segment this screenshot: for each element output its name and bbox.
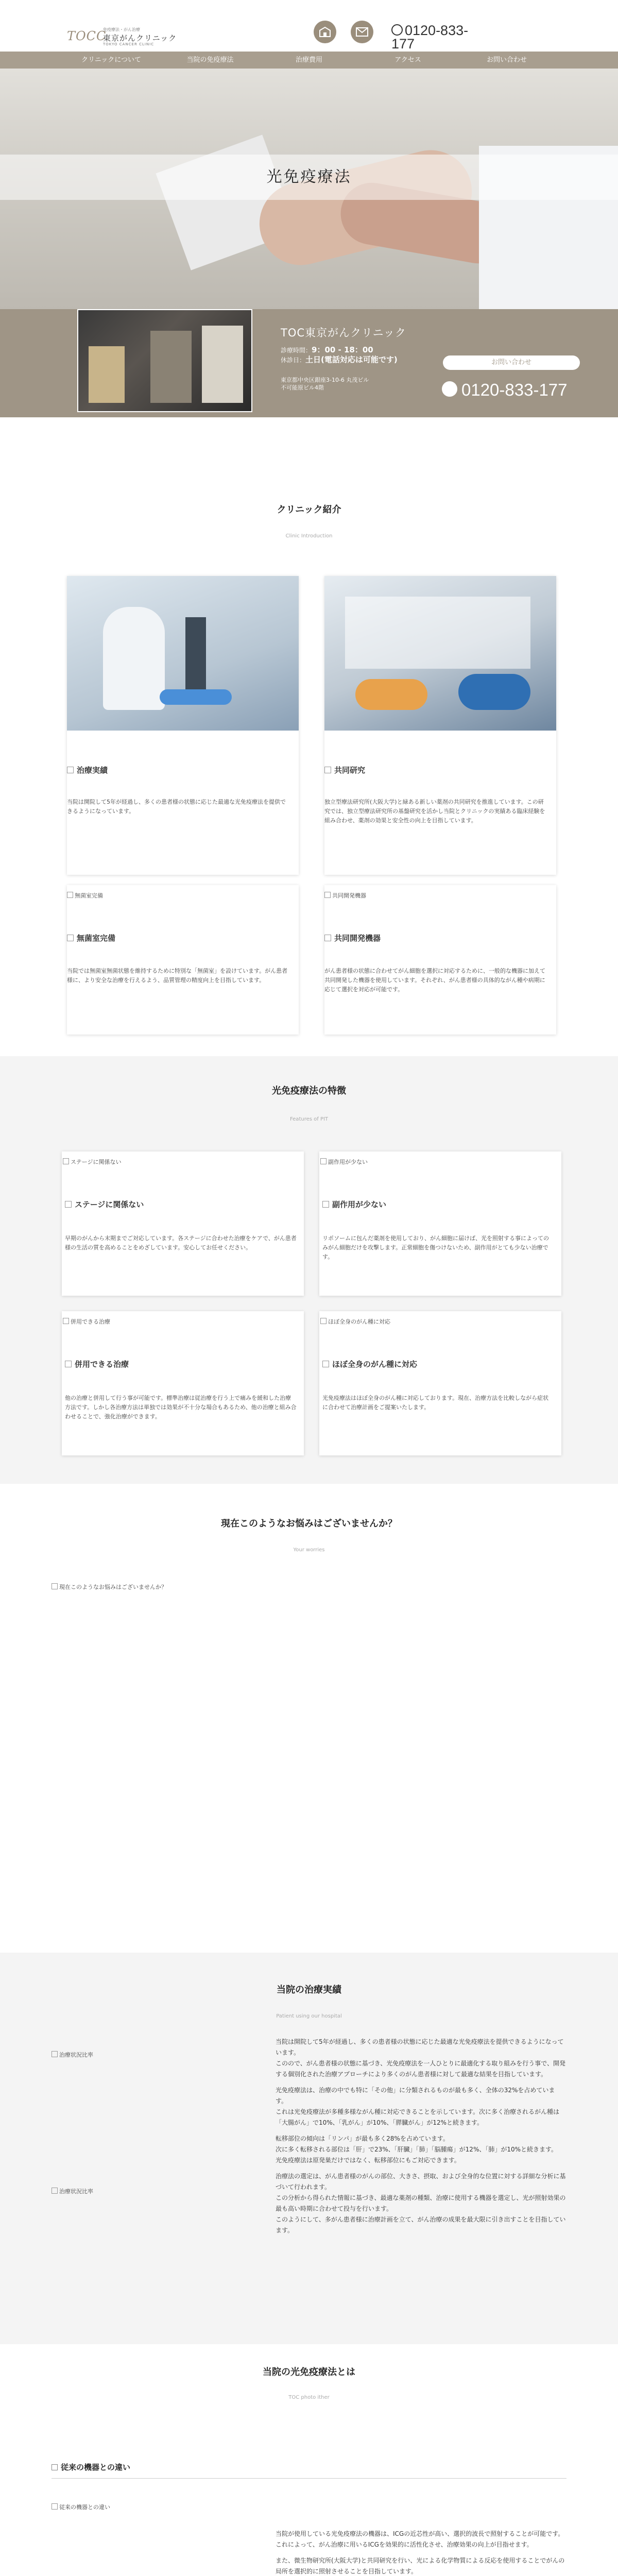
research-photo [324,576,556,731]
clinic-hours [281,345,398,365]
card-title: ほぼ全身のがん種に対応 [322,1359,417,1369]
logo-name: 東京がんクリニック [103,33,177,43]
subsection-paragraph: また、微生物研究所(大阪大学)と共同研究を行い、光による化学物質による反応を使用することでがんの局所を選択的に照射させることを目指しています。 [276,2557,565,2575]
intro-card-research [324,576,556,875]
card-text: 他の治療と併用して行う事が可能です。標準治療は従治療を行う上で痛みを緩和した治療方法です。しかし各治療方法は単独では効果が不十分な場合もあるため、他の治療と組み合わせることで、強化治療ができます。 [65,1395,297,1420]
clinic-icon[interactable] [314,21,336,43]
results-paragraph: このので、がん患者様の状態に基づき、光免疫療法を一人ひとりに最適化する取り組みを行う事で、開発する個別化された治療アプローチにより多くのがん患者様に対して最適な結果を目指しています。 [276,2060,566,2078]
contact-button[interactable]: お問い合わせ [443,355,580,370]
intro-card-cleanroom [67,885,299,1035]
broken-image: 併用できる治療 [63,1317,110,1326]
clinic-address [281,376,369,392]
worries-broken-image: 現在このようなお悩みはございませんか？ [52,1583,167,1591]
results-paragraph: 次に多く転移される部位は「肝」で23%、「肝臓」「肺」「脳腫瘍」が12%、「肺」が10%と続きます。 [276,2146,558,2153]
card-title: 共同研究 [324,765,365,775]
lab-photo [67,576,299,731]
divider [52,2478,566,2479]
results-paragraph: この分析から得られた情報に基づき、最適な薬剤の種類、治療に使用する機器を選定し、光が照射効果の最も高い時期に合わせて投与を行います。 [276,2194,566,2212]
card-text: 当院は開院して5年が経過し、多くの患者様の状態に応じた最適な光免疫療法を提供できるようになっています。 [67,799,286,815]
broken-image: ほぼ全身のがん種に対応 [320,1317,390,1326]
broken-image: 無菌室完備 [67,891,103,900]
feature-card-cancer-types [319,1311,561,1455]
features-section-subtitle: Features of PIT [289,1116,329,1122]
broken-image: 副作用が少ない [320,1158,368,1166]
logo-english: TOKYO CANCER CLINIC [103,42,154,46]
clinic-logo[interactable] [67,27,196,47]
results-paragraph: 治療法の選定は、がん患者様のがんの部位、大きさ、摂取、および全身的な位置に対する詳細な分析に基づいて行われます。 [276,2173,566,2191]
results-section-subtitle: Patient using our hospital [276,2013,342,2019]
info-phone-number: 0120-833-177 [461,380,568,399]
phone-icon [391,24,403,36]
nav-item-contact[interactable]: お問い合わせ [486,56,527,64]
card-title: 共同開発機器 [324,933,381,943]
subsection-paragraph: 当院が使用している光免疫療法の機器は、ICGの近芯性が高い、選択的波長で照射することが可能です。 [276,2530,564,2537]
logo-tagline: 免疫療法・がん治療 [103,27,140,32]
card-title: 併用できる治療 [65,1359,129,1369]
clinic-interior-photo [77,309,252,412]
address-line-1: 東京都中央区銀座3-10-6 丸茂ビル [281,377,369,383]
features-section-title: 光免疫療法の特徴 [272,1086,346,1096]
worries-section-subtitle: Your worries [293,1547,325,1553]
card-text: 光免疫療法はほぼ全身のがん種に対応しております。現在、治療方法を比較しながら症状に合わせて治療計画をご提案いたします。 [322,1395,549,1411]
hours-label: 診療時間： [281,347,312,354]
nav-item-cost[interactable]: 治療費用 [295,56,322,64]
card-text: リポソームに包んだ薬剤を使用しており、がん細胞に届けば、光を照射する事によってのみがん細胞だけを攻撃します。正常細胞を傷つけないため、副作用がとても少ない治療です。 [322,1235,549,1260]
phone-icon [442,381,457,397]
results-paragraph: 光免疫療法は、治療の中でも特に「その他」に分類されるものが最も多く、全体の32%を占めています。 [276,2087,555,2105]
holiday-label: 休診日： [281,357,306,364]
page-title: 光免疫療法 [266,168,352,186]
broken-image: ステージに関係ない [63,1158,122,1166]
worries-section-title: 現在このようなお悩みはございませんか？ [221,1518,397,1529]
feature-card-combination [62,1311,304,1455]
feature-card-stage [62,1151,304,1296]
results-broken-image-1: 治療状況比率 [52,2050,93,2059]
holiday-value: 土日(電話対応は可能です) [305,355,398,364]
results-paragraph: これは光免疫療法が多種多様ながん種に対応できることを示しています。次に多く治療されるがん種は「大腸がん」で10%、「乳がん」が10%、「膵臓がん」が12%と続きます。 [276,2108,560,2126]
header-phone-number: 0120-833-177 [391,23,469,52]
results-paragraph: 当院は開院して5年が経過し、多くの患者様の状態に応じた最適な光免疫療法を提供できるようになっています。 [276,2038,564,2056]
header-phone[interactable] [391,24,482,50]
results-paragraph: このようにして、多がん患者様に治療計画を立て、がん治療の成果を最大限に引き出すことを目指しています。 [276,2216,566,2234]
nav-item-about[interactable]: クリニックについて [81,56,141,64]
about-section-subtitle: TOC photo ither [288,2395,330,2400]
results-text [276,2037,566,2236]
card-text: がん患者様の状態に合わせてがん細胞を選択に対応するために、一般的な機器に加えて共同開発した機器を使用しています。それぞれ、がん患者様の具体的ながん種や病期に応じて選択を対応が可能です。 [324,968,545,993]
results-paragraph: 光免疫療法は原発巣だけではなく、転移部位にもご対応できます。 [276,2157,460,2164]
card-text: 独立型療法研究所(大阪大学)と緑ある新しい薬剤の共同研究を推進しています。この研究では、独立型療法研究所の基盤研究を活かし当院とクリニックの実績ある臨床経験を組み合わせ、薬剤の効果と安全性の向上を目指しています。 [324,799,545,824]
about-section-title: 当院の光免疫療法とは [263,2367,355,2378]
card-title: 無菌室完備 [67,933,115,943]
subsection-text [276,2529,566,2576]
broken-image: 共同開発機器 [324,891,366,900]
results-paragraph: 転移部位の傾向は「リンパ」が最も多く28%を占めています。 [276,2135,449,2142]
results-section-title: 当院の治療実績 [277,1985,341,1995]
subsection-heading: 従来の機器との違い [52,2462,130,2472]
nav-item-access[interactable]: アクセス [394,56,421,64]
intro-section-title: クリニック紹介 [277,504,341,515]
card-title: ステージに関係ない [65,1199,144,1210]
address-line-2: 不可能原ビル4階 [281,384,324,391]
card-title: 副作用が少ない [322,1199,386,1210]
subsection-broken-image: 従来の機器との違い [52,2503,110,2511]
subsection-paragraph: これによって、がん治療に用いるICGを効果的に活性化させ、治療効果の向上が目指せます。 [276,2541,533,2548]
card-title: 治療実績 [67,765,108,775]
card-text: 当院では無菌室無菌状態を維持するために特別な「無菌室」を設けています。がん患者様に、より安全な治療を行えるよう、品質管理の精度向上を目指しています。 [67,968,288,984]
logo-mark: TOCC [67,29,107,43]
info-phone[interactable] [442,380,568,400]
results-broken-image-2: 治療状況比率 [52,2187,93,2195]
intro-section-subtitle: Clinic Introduction [285,533,333,539]
main-nav [0,52,618,69]
card-text: 早期のがんから末期までご対応しています。各ステージに合わせた治療をケアで、がん患者様の生活の質を高めることをめざしています。安心してお任せください。 [65,1235,297,1251]
mail-icon[interactable] [351,21,373,43]
nav-item-immunotherapy[interactable]: 当院の免疫療法 [186,56,234,64]
hours-value: 9：00 - 18：00 [312,345,373,354]
clinic-name: TOC東京がんクリニック [281,327,406,339]
feature-card-side-effects [319,1151,561,1296]
intro-card-equipment [324,885,556,1035]
intro-card-results [67,576,299,875]
